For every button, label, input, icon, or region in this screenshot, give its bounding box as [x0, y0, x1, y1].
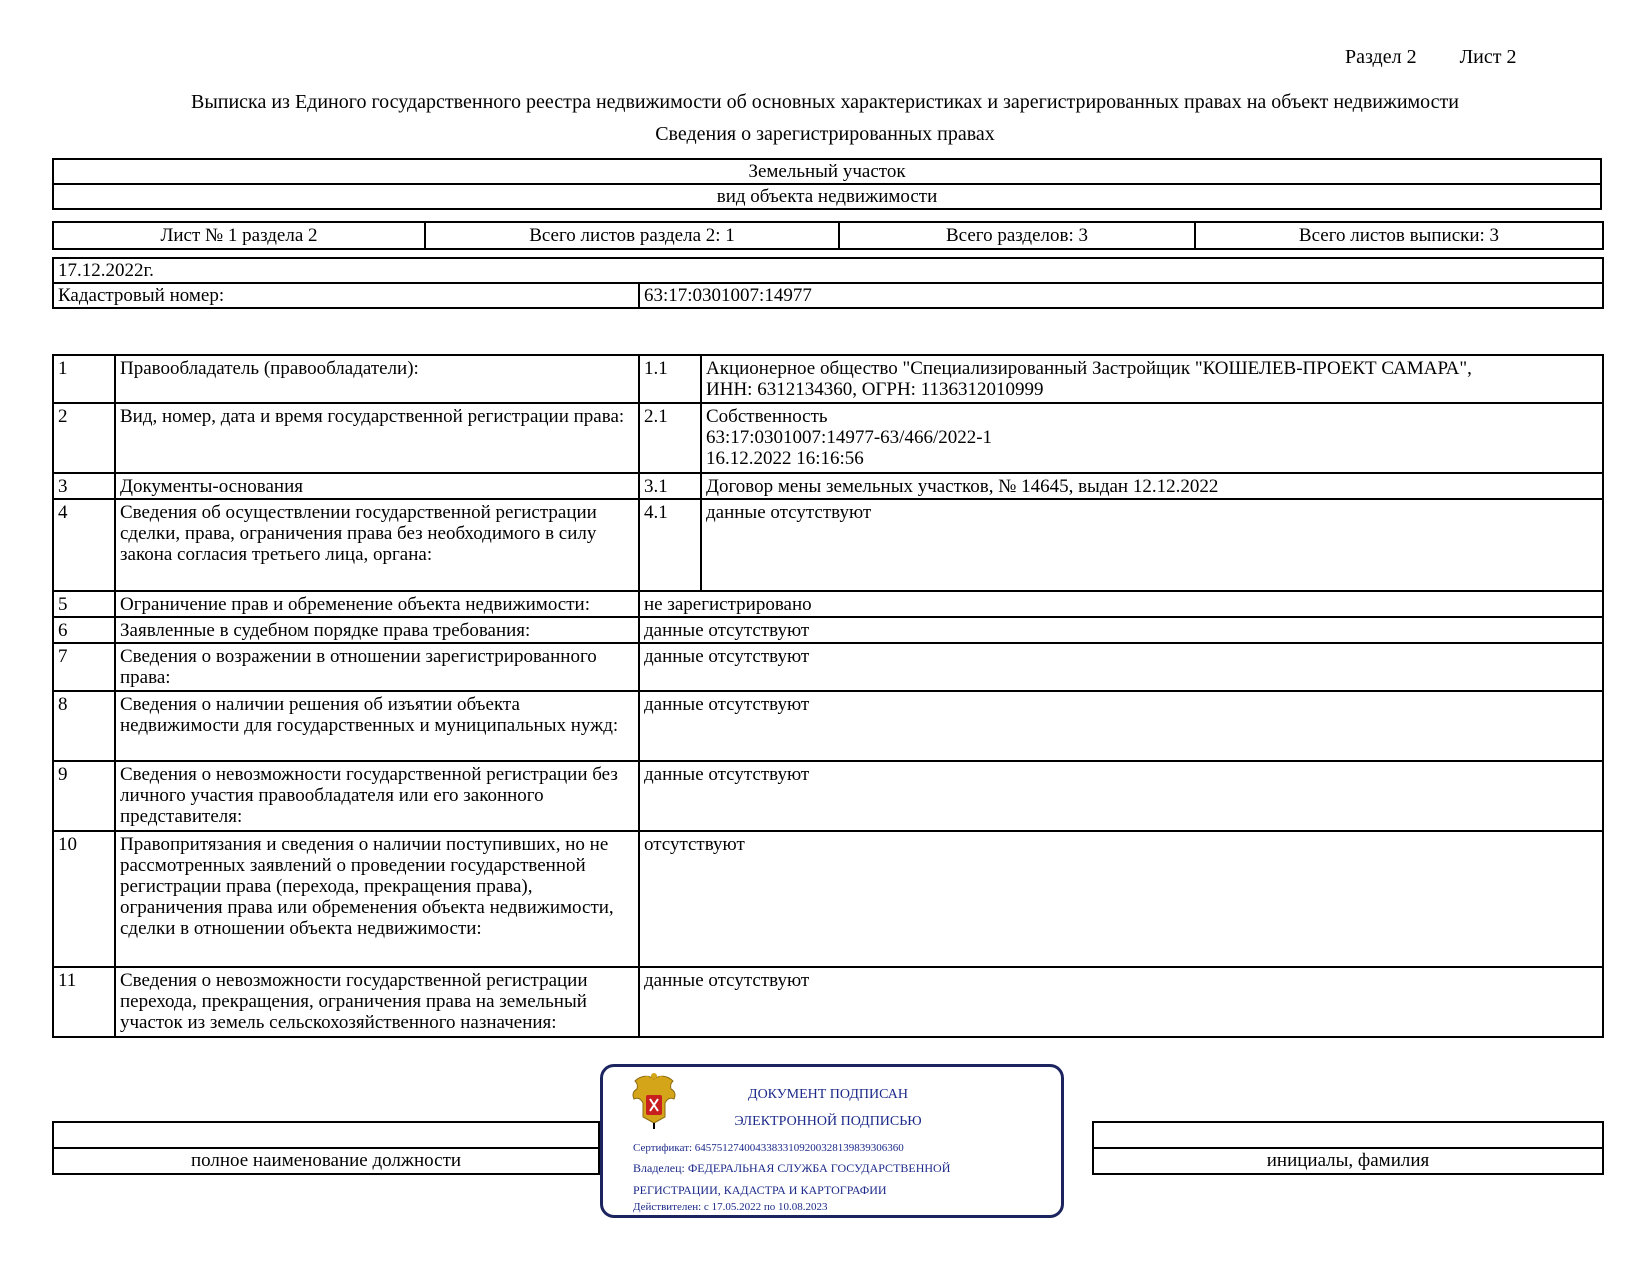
row-number: 8	[53, 691, 115, 761]
row-label: Сведения о наличии решения об изъятии объекта недвижимости для государственных и муниципальных нужд:	[115, 691, 639, 761]
row-value: данные отсутствуют	[701, 499, 1603, 591]
position-caption: полное наименование должности	[53, 1148, 599, 1174]
sheet-number: Лист 2	[1459, 46, 1517, 68]
row-value: данные отсутствуют	[639, 967, 1603, 1037]
row-number: 7	[53, 643, 115, 691]
row-subnumber: 3.1	[639, 473, 701, 499]
row-value: данные отсутствуют	[639, 643, 1603, 691]
coat-of-arms-icon	[629, 1073, 679, 1129]
stamp-owner-2: РЕГИСТРАЦИИ, КАДАСТРА И КАРТОГРАФИИ	[633, 1183, 887, 1197]
table-row	[53, 643, 1603, 691]
table-row	[53, 967, 1603, 1037]
document-subtitle: Сведения о зарегистрированных правах	[655, 123, 995, 145]
row-number: 1	[53, 355, 115, 403]
sheet-no: Лист № 1 раздела 2	[53, 222, 425, 249]
row-number: 6	[53, 617, 115, 643]
row-number: 5	[53, 591, 115, 617]
stamp-heading-2: ЭЛЕКТРОННОЙ ПОДПИСЬЮ	[734, 1114, 922, 1129]
row-label: Сведения о возражении в отношении зарегистрированного права:	[115, 643, 639, 691]
total-sheets-section: Всего листов раздела 2: 1	[425, 222, 839, 249]
row-value: Договор мены земельных участков, № 14645, выдан 12.12.2022	[701, 473, 1603, 499]
stamp-owner-1: Владелец: ФЕДЕРАЛЬНАЯ СЛУЖБА ГОСУДАРСТВЕННОЙ	[633, 1161, 951, 1175]
row-value: отсутствуют	[639, 831, 1603, 967]
table-row	[53, 761, 1603, 831]
row-value: данные отсутствуют	[639, 617, 1603, 643]
object-caption: вид объекта недвижимости	[53, 184, 1601, 209]
table-row	[53, 499, 1603, 591]
name-field	[1093, 1122, 1603, 1148]
object-name: Земельный участок	[53, 159, 1601, 184]
row-label: Вид, номер, дата и время государственной регистрации права:	[115, 403, 639, 473]
row-number: 2	[53, 403, 115, 473]
row-value: Акционерное общество "Специализированный Застройщик "КОШЕЛЕВ-ПРОЕКТ САМАРА", ИНН: 6312134360, ОГРН: 1136312010999	[701, 355, 1603, 403]
row-number: 11	[53, 967, 115, 1037]
row-number: 4	[53, 499, 115, 591]
cadastral-number: 63:17:0301007:14977	[639, 283, 1603, 308]
row-value: данные отсутствуют	[639, 691, 1603, 761]
extract-date: 17.12.2022г.	[53, 258, 1603, 283]
position-field	[53, 1122, 599, 1148]
cadastral-table	[52, 257, 1604, 309]
table-row	[53, 403, 1603, 473]
row-number: 3	[53, 473, 115, 499]
table-row	[53, 355, 1603, 403]
row-value: данные отсутствуют	[639, 761, 1603, 831]
row-label: Правообладатель (правообладатели):	[115, 355, 639, 403]
row-label: Ограничение прав и обременение объекта недвижимости:	[115, 591, 639, 617]
row-subnumber: 4.1	[639, 499, 701, 591]
object-type-table	[52, 158, 1602, 210]
table-row	[53, 473, 1603, 499]
sheets-table	[52, 221, 1604, 250]
total-sections: Всего разделов: 3	[839, 222, 1195, 249]
total-sheets: Всего листов выписки: 3	[1195, 222, 1603, 249]
stamp-heading-1: ДОКУМЕНТ ПОДПИСАН	[748, 1087, 908, 1102]
row-label: Заявленные в судебном порядке права требования:	[115, 617, 639, 643]
row-label: Сведения о невозможности государственной регистрации перехода, прекращения, ограничения права на земельный участок из земель сельскохозяйственного назначения:	[115, 967, 639, 1037]
stamp-validity: Действителен: с 17.05.2022 по 10.08.2023	[633, 1201, 828, 1213]
cadastral-label: Кадастровый номер:	[53, 283, 639, 308]
row-number: 9	[53, 761, 115, 831]
row-subnumber: 2.1	[639, 403, 701, 473]
row-label: Правопритязания и сведения о наличии поступивших, но не рассмотренных заявлений о проведении государственной регистрации права (перехода, прекращения права), ограничения права или обременения объекта недвижимости, сделки в отношении объекта недвижимости:	[115, 831, 639, 967]
table-row	[53, 591, 1603, 617]
section-number: Раздел 2	[1345, 46, 1417, 68]
document-title: Выписка из Единого государственного реестра недвижимости об основных характеристиках и зарегистрированных правах на объект недвижимости	[190, 91, 1459, 113]
table-row	[53, 617, 1603, 643]
row-value: не зарегистрировано	[639, 591, 1603, 617]
row-label: Сведения о невозможности государственной регистрации без личного участия правообладателя или его законного представителя:	[115, 761, 639, 831]
stamp-certificate: Сертификат: 6457512740043383310920032813983930636​0	[633, 1142, 904, 1154]
row-label: Сведения об осуществлении государственной регистрации сделки, права, ограничения права без необходимого в силу закона согласия третьего лица, органа:	[115, 499, 639, 591]
row-subnumber: 1.1	[639, 355, 701, 403]
table-row	[53, 831, 1603, 967]
row-number: 10	[53, 831, 115, 967]
table-row	[53, 691, 1603, 761]
name-caption: инициалы, фамилия	[1093, 1148, 1603, 1174]
section-sheet-info	[1345, 47, 1516, 68]
row-label: Документы-основания	[115, 473, 639, 499]
row-value: Собственность 63:17:0301007:14977-63/466/2022-1 16.12.2022 16:16:56	[701, 403, 1603, 473]
electronic-signature-stamp	[600, 1064, 1064, 1218]
rights-table	[52, 354, 1604, 1038]
